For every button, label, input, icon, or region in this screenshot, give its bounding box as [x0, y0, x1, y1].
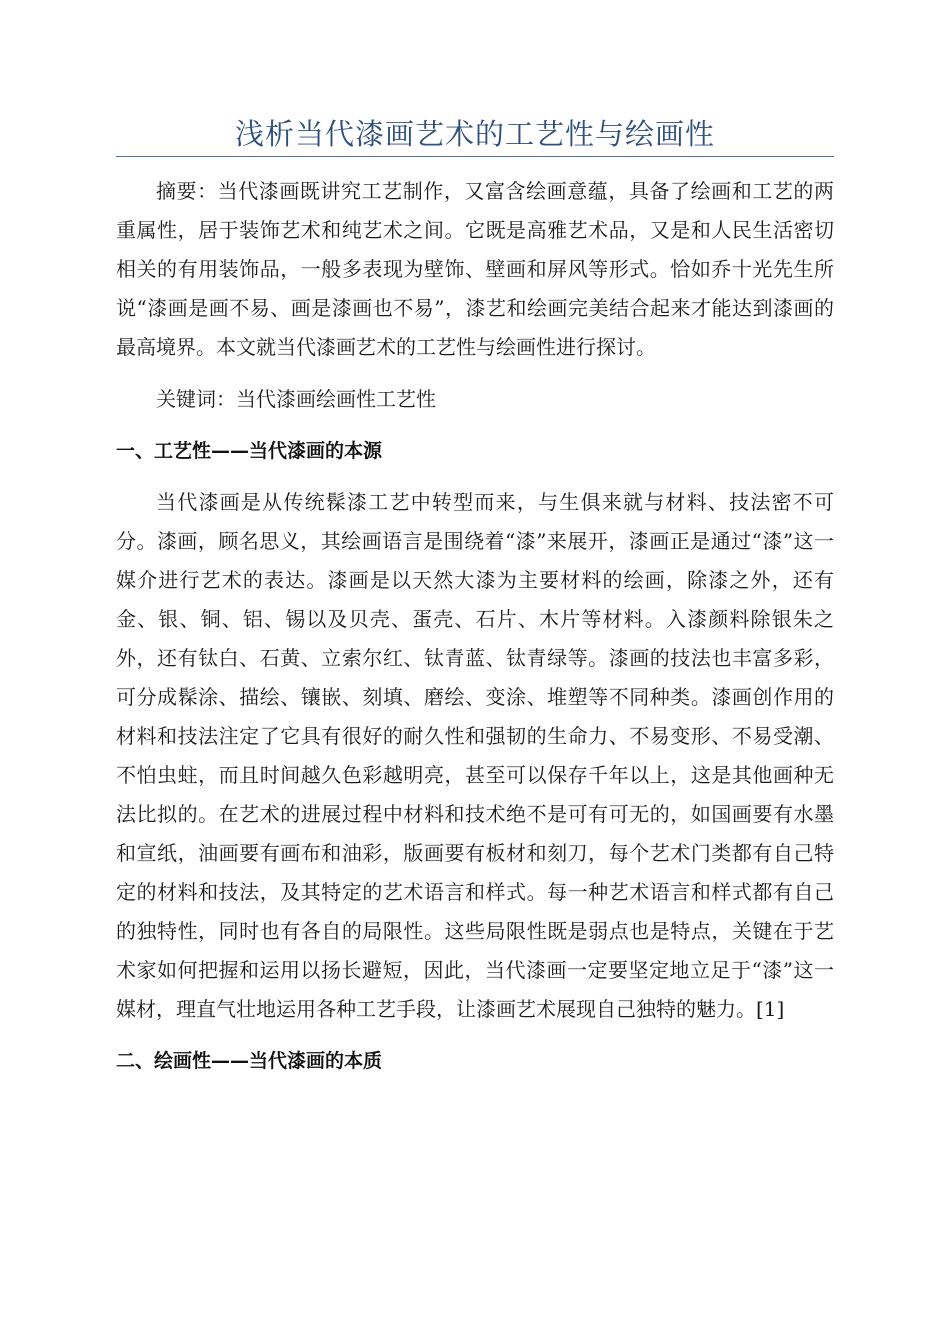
section-heading-2: 二、绘画性——当代漆画的本质 [116, 1050, 383, 1072]
abstract-paragraph: 摘要：当代漆画既讲究工艺制作，又富含绘画意蕴，具备了绘画和工艺的两重属性，居于装饰艺术和纯艺术之间。它既是高雅艺术品，又是和人民生活密切相关的有用装饰品，一般多表现为壁饰、壁画和屏风等形式。恰如乔十光先生所说“漆画是画不易、画是漆画也不易”，漆艺和绘画完美结合起来才能达到漆画的最高境界。本文就当代漆画艺术的工艺性与绘画性进行探讨。 [116, 179, 834, 359]
document-title: 浅析当代漆画艺术的工艺性与绘画性 [234, 117, 715, 151]
document-body [116, 172, 834, 1081]
section-1-paragraph: 当代漆画是从传统髹漆工艺中转型而来，与生俱来就与材料、技法密不可分。漆画，顾名思义，其绘画语言是围绕着“漆”来展开，漆画正是通过“漆”这一媒介进行艺术的表达。漆画是以天然大漆为主要材料的绘画，除漆之外，还有金、银、铜、铝、锡以及贝壳、蛋壳、石片、木片等材料。入漆颜料除银朱之外，还有钛白、石黄、立索尔红、钛青蓝、钛青绿等。漆画的技法也丰富多彩，可分成髹涂、描绘、镶嵌、刻填、磨绘、变涂、堆塑等不同种类。漆画创作用的材料和技法注定了它具有很好的耐久性和强韧的生命力、不易变形、不易受潮、不怕虫蛀，而且时间越久色彩越明亮，甚至可以保存千年以上，这是其他画种无法比拟的。在艺术的进展过程中材料和技术绝不是可有可无的，如国画要有水墨和宣纸，油画要有画布和油彩，版画要有板材和刻刀，每个艺术门类都有自己特定的材料和技法，及其特定的艺术语言和样式。每一种艺术语言和样式都有自己的独特性，同时也有各自的局限性。这些局限性既是弱点也是特点，关键在于艺术家如何把握和运用以扬长避短，因此，当代漆画一定要坚定地立足于“漆”这一媒材，理直气壮地运用各种工艺手段，让漆画艺术展现自己独特的魅力。[1] [116, 490, 834, 1021]
keywords-line: 关键词：当代漆画绘画性工艺性 [156, 387, 436, 411]
title-underline [116, 156, 834, 157]
section-heading-1: 一、工艺性——当代漆画的本源 [116, 440, 383, 462]
